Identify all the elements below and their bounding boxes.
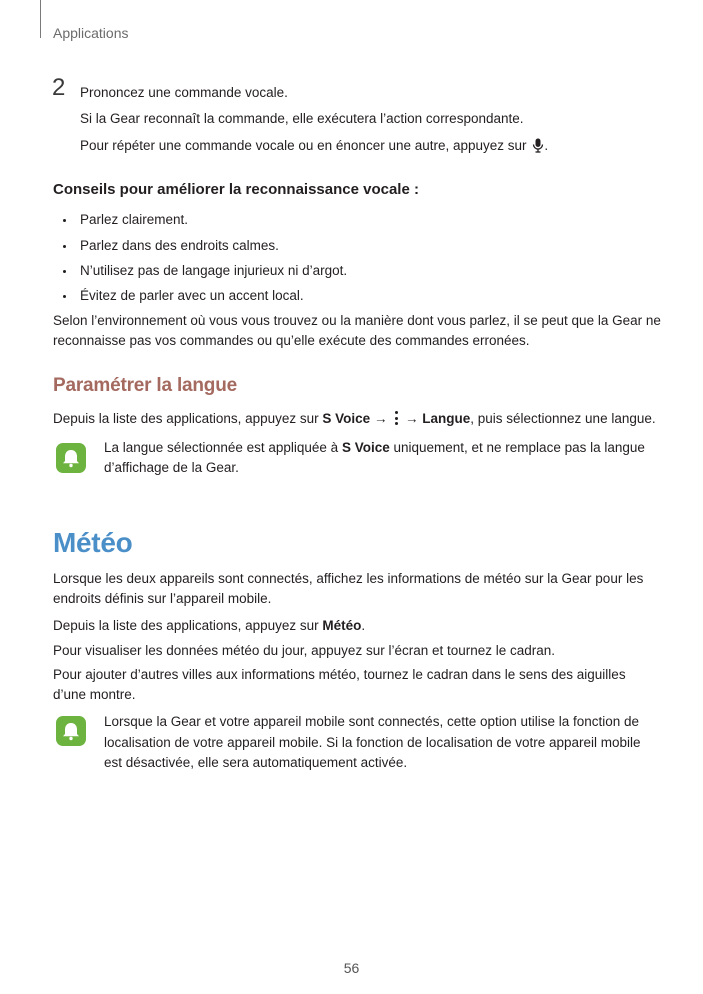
weather-note-line-3: est désactivée, elle sera automatiquement activée. [104, 755, 408, 770]
weather-paragraph-1-line-2: endroits définis sur l’appareil mobile. [53, 591, 272, 606]
weather-paragraph-3: Pour visualiser les données météo du jour, appuyez sur l’écran et tournez le cadran. [53, 643, 556, 658]
bullet-dot [63, 295, 66, 298]
weather-paragraph-2: Depuis la liste des applications, appuyez sur Météo. [53, 618, 366, 633]
language-note-line-1: La langue sélectionnée est appliquée à S Voice uniquement, et ne remplace pas la langue [104, 440, 645, 455]
weather-paragraph-1-line-1: Lorsque les deux appareils sont connectés, affichez les informations de météo sur la Gear pour les [53, 571, 644, 586]
more-options-icon [393, 411, 399, 425]
microphone-icon [532, 138, 544, 153]
section-title: Applications [53, 25, 129, 41]
weather-note-line-2: localisation de votre appareil mobile. Si la fonction de localisation de votre appareil mobile [104, 735, 641, 750]
language-note-line-2: d’affichage de la Gear. [104, 460, 239, 475]
weather-heading: Météo [53, 527, 133, 558]
bullet-dot [63, 219, 66, 222]
notice-bell-icon [56, 716, 86, 746]
step-text-1: Prononcez une commande vocale. [80, 85, 288, 100]
bullet-dot [63, 270, 66, 273]
header-rule [40, 0, 41, 38]
language-instruction: Depuis la liste des applications, appuyez sur S Voice → → Langue, puis sélectionnez une langue. [53, 411, 656, 426]
tips-paragraph-line-1: Selon l’environnement où vous vous trouvez ou la manière dont vous parlez, il se peut que la Gear ne [53, 313, 661, 328]
tip-item: N’utilisez pas de langage injurieux ni d’argot. [80, 263, 348, 278]
weather-note-line-1: Lorsque la Gear et votre appareil mobile sont connectés, cette option utilise la fonction de [104, 714, 640, 729]
notice-bell-icon [56, 443, 86, 473]
weather-paragraph-4-line-2: d’une montre. [53, 687, 136, 702]
language-heading: Paramétrer la langue [53, 375, 237, 396]
weather-paragraph-4-line-1: Pour ajouter d’autres villes aux informations météo, tournez le cadran dans le sens des aiguilles [53, 667, 626, 682]
step-number: 2 [52, 74, 66, 101]
tips-paragraph-line-2: reconnaisse pas vos commandes ou qu’elle exécute des commandes erronées. [53, 333, 530, 348]
bullet-dot [63, 245, 66, 248]
step-text-2: Si la Gear reconnaît la commande, elle exécutera l’action correspondante. [80, 111, 524, 126]
tip-item: Évitez de parler avec un accent local. [80, 288, 304, 303]
page-number: 56 [343, 960, 360, 976]
tip-item: Parlez dans des endroits calmes. [80, 238, 279, 253]
step-text-3: Pour répéter une commande vocale ou en énoncer une autre, appuyez sur . [80, 138, 549, 153]
tips-heading: Conseils pour améliorer la reconnaissance vocale : [53, 181, 419, 198]
tip-item: Parlez clairement. [80, 212, 189, 227]
